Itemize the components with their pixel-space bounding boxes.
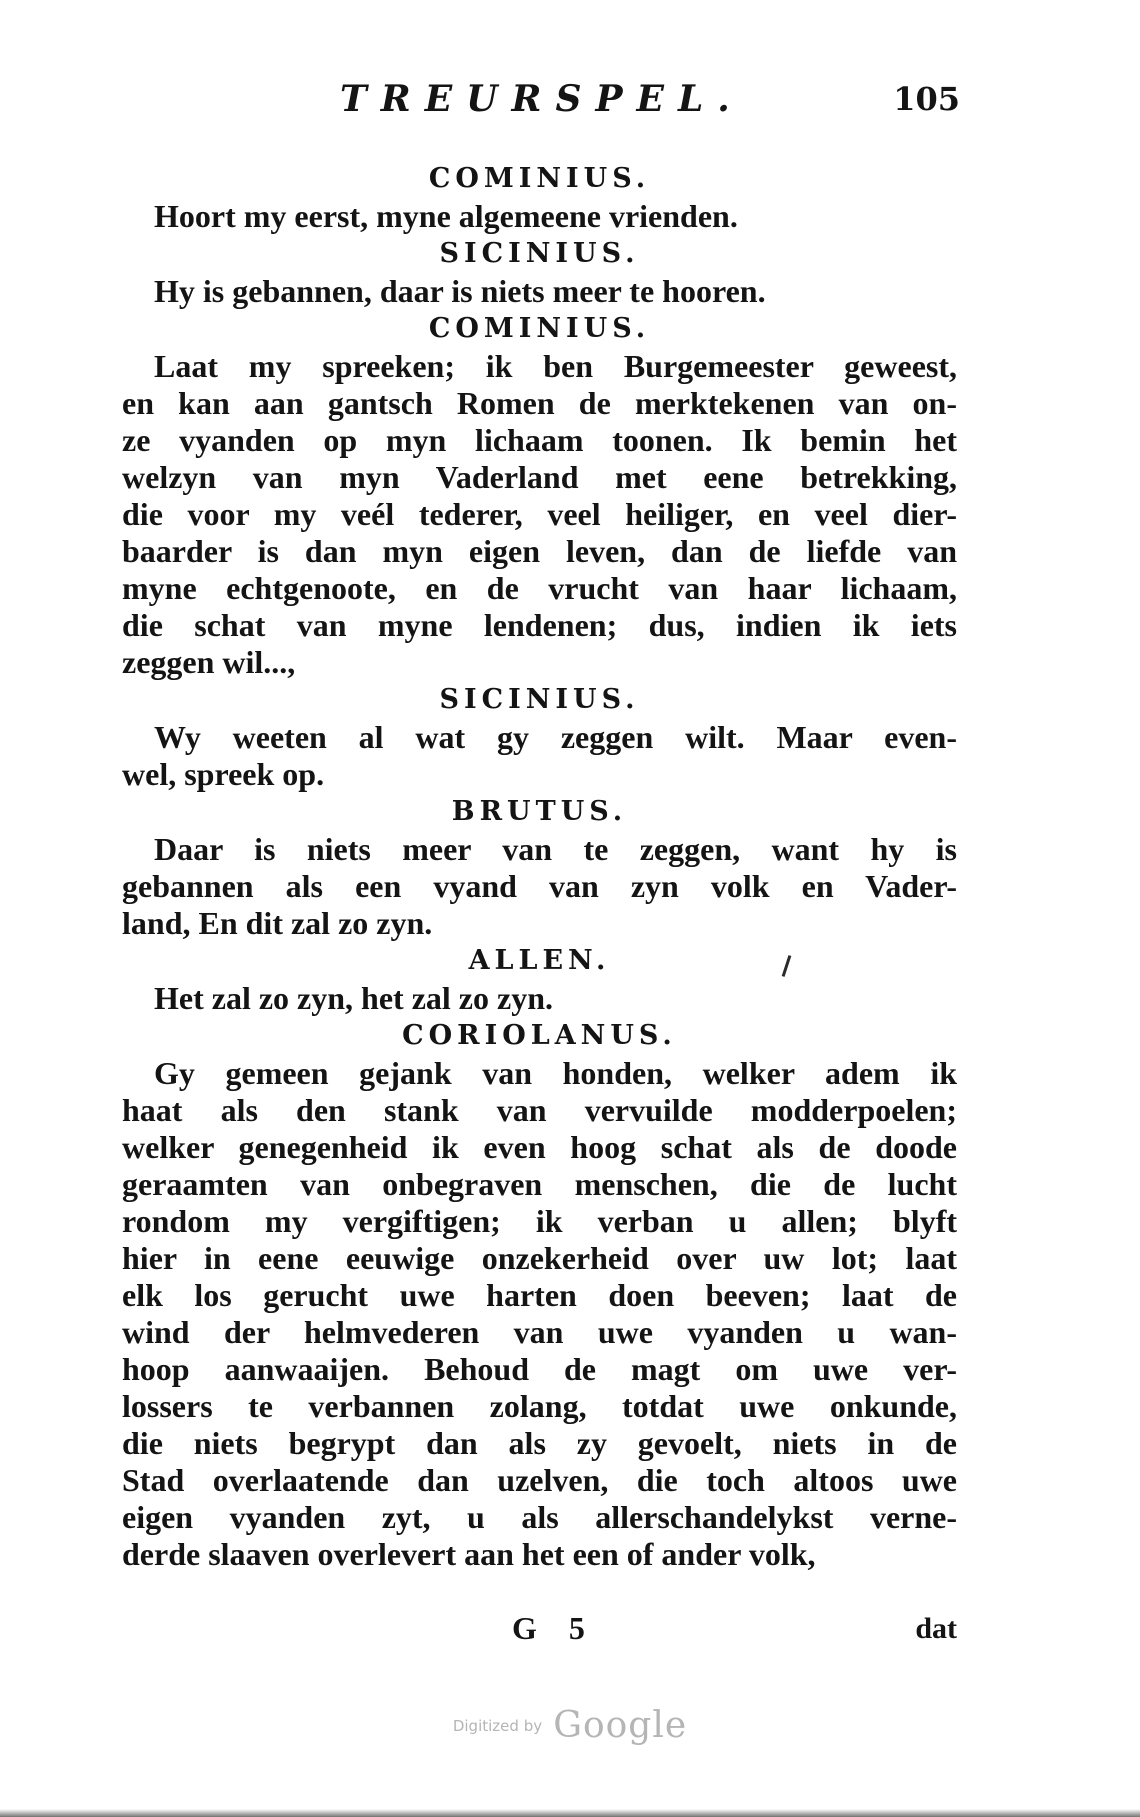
text-line: Gy gemeen gejank van honden, welker adem ik [154,1055,957,1091]
text-line: lossers te verbannen zolang, totdat uwe onkunde, [122,1388,957,1424]
text-line: die voor my veél tederer, veel heiliger, en veel dier- [122,496,957,532]
speaker-name: CORIOLANUS. [402,1020,677,1051]
text-line: hoop aanwaaijen. Behoud de magt om uwe ver- [122,1351,957,1387]
text-line: gebannen als een vyand van zyn volk en Vader- [122,868,957,904]
digitized-watermark [0,1705,1140,1746]
text-line: welzyn van myn Vaderland met eene betrekking, [122,459,957,495]
text-line: Laat my spreeken; ik ben Burgemeester geweest, [154,348,957,384]
play-text [122,160,957,1573]
text-line: Wy weeten al wat gy zeggen wilt. Maar even- [154,719,957,755]
speech-paragraph [122,719,957,793]
text-line: elk los gerucht uwe harten doen beeven; laat de [122,1277,957,1313]
google-logo: Google [553,1705,688,1746]
text-line: die schat van myne lendenen; dus, indien ik iets [122,607,957,643]
text-line: geraamten van onbegraven menschen, die de lucht [122,1166,957,1202]
text-line: Hoort my eerst, myne algemeene vrienden. [154,198,738,234]
speech-paragraph [122,348,957,681]
text-line: wind der helmvederen van uwe vyanden u wan- [122,1314,957,1350]
text-line: eigen vyanden zyt, u als allerschandelykst verne- [122,1499,957,1535]
text-line: wel, spreek op. [122,756,325,792]
text-line: Hy is gebannen, daar is niets meer te hooren. [154,273,766,309]
text-line: derde slaaven overlevert aan het een of ander volk, [122,1536,816,1572]
speaker-name: SICINIUS. [439,238,640,269]
speaker-name: BRUTUS. [451,796,628,827]
catchword: dat [915,1612,957,1645]
speaker-name: ALLEN. [468,945,611,976]
text-line: myne echtgenoote, en de vrucht van haar lichaam, [122,570,957,606]
scan-edge-shadow [0,1809,1140,1817]
speech-paragraph [122,980,957,1017]
text-line: zeggen wil..., [122,644,296,680]
text-line: welker genegenheid ik even hoog schat als de doode [122,1129,957,1165]
speaker-name: COMINIUS. [428,163,651,194]
text-line: ze vyanden op myn lichaam toonen. Ik bemin het [122,422,957,458]
page-footer [122,1610,957,1650]
speech-paragraph [122,273,957,310]
text-line: land, En dit zal zo zyn. [122,905,433,941]
text-line: die niets begrypt dan als zy gevoelt, niets in de [122,1425,957,1461]
running-title: TREURSPEL. [340,78,744,120]
page-number: 105 [893,80,960,118]
speech-paragraph [122,1055,957,1573]
text-line: baarder is dan myn eigen leven, dan de liefde van [122,533,957,569]
speech-paragraph [122,831,957,942]
watermark-prefix: Digitized by [452,1716,543,1735]
text-line: Stad overlaatende dan uzelven, die toch altoos uwe [122,1462,957,1498]
text-line: Daar is niets meer van te zeggen, want hy is [154,831,957,867]
text-line: en kan aan gantsch Romen de merktekenen van on- [122,385,957,421]
text-line: Het zal zo zyn, het zal zo zyn. [154,980,553,1016]
text-line: rondom my vergiftigen; ik verban u allen; blyft [122,1203,957,1239]
speaker-name: SICINIUS. [439,684,640,715]
speaker-name: COMINIUS. [428,313,651,344]
page-header [340,78,960,128]
signature-mark: G 5 [512,1610,597,1646]
text-line: haat als den stank van vervuilde modderpoelen; [122,1092,957,1128]
speech-paragraph [122,198,957,235]
text-line: hier in eene eeuwige onzekerheid over uw lot; laat [122,1240,957,1276]
